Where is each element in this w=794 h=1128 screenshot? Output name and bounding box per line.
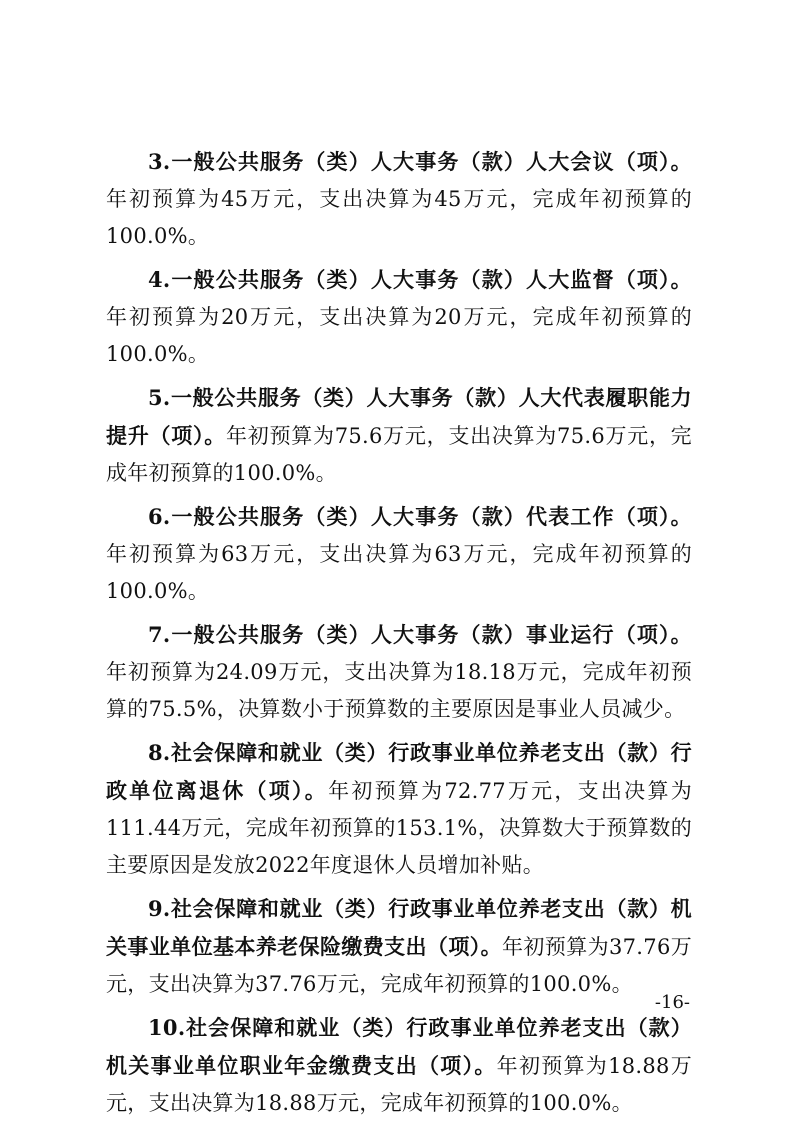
paragraph-text: 年初预算为63万元，支出决算为63万元，完成年初预算的100.0%。	[106, 542, 692, 603]
paragraph-text: 年初预算为37.76万元，支出决算为37.76万元，完成年初预算的100.0%。	[106, 935, 693, 996]
paragraph-heading: 7.一般公共服务（类）人大事务（款）事业运行（项）。	[148, 622, 692, 647]
paragraph-text: 年初预算为75.6万元，支出决算为75.6万元，完成年初预算的100.0%。	[106, 424, 692, 485]
paragraph-item-4	[106, 261, 692, 373]
paragraph-item-10	[106, 1009, 692, 1122]
paragraph-text: 年初预算为20万元，支出决算为20万元，完成年初预算的100.0%。	[106, 305, 692, 366]
paragraph-heading: 8.社会保障和就业（类）行政事业单位养老支出（款）行政单位离退休（项）。	[106, 740, 692, 803]
paragraph-heading: 10.社会保障和就业（类）行政事业单位养老支出（款）机关事业单位职业年金缴费支出（项）。	[106, 1015, 692, 1078]
paragraph-text: 年初预算为24.09万元，支出决算为18.18万元，完成年初预算的75.5%，决算数小于预算数的主要原因是事业人员减少。	[106, 660, 692, 721]
paragraph-item-8	[106, 734, 692, 884]
paragraph-text: 年初预算为45万元，支出决算为45万元，完成年初预算的100.0%。	[106, 187, 692, 248]
paragraph-item-6	[106, 498, 692, 610]
paragraph-text: 年初预算为72.77万元，支出决算为111.44万元，完成年初预算的153.1%，决算数大于预算数的主要原因是发放2022年度退休人员增加补贴。	[106, 779, 692, 877]
paragraph-item-3	[106, 143, 692, 255]
paragraph-heading: 3.一般公共服务（类）人大事务（款）人大会议（项）。	[148, 149, 692, 174]
paragraph-item-5	[106, 379, 692, 492]
document-body	[106, 143, 692, 1128]
paragraph-heading: 6.一般公共服务（类）人大事务（款）代表工作（项）。	[148, 504, 692, 529]
paragraph-heading: 9.社会保障和就业（类）行政事业单位养老支出（款）机关事业单位基本养老保险缴费支出（项）。	[106, 896, 692, 959]
page-number: -16-	[654, 992, 690, 1013]
paragraph-item-9	[106, 890, 692, 1003]
paragraph-item-7	[106, 616, 692, 728]
paragraph-text: 年初预算为18.88万元，支出决算为18.88万元，完成年初预算的100.0%。	[106, 1054, 692, 1115]
paragraph-heading: 5.一般公共服务（类）人大事务（款）人大代表履职能力提升（项）。	[106, 385, 692, 448]
paragraph-heading: 4.一般公共服务（类）人大事务（款）人大监督（项）。	[148, 267, 692, 292]
